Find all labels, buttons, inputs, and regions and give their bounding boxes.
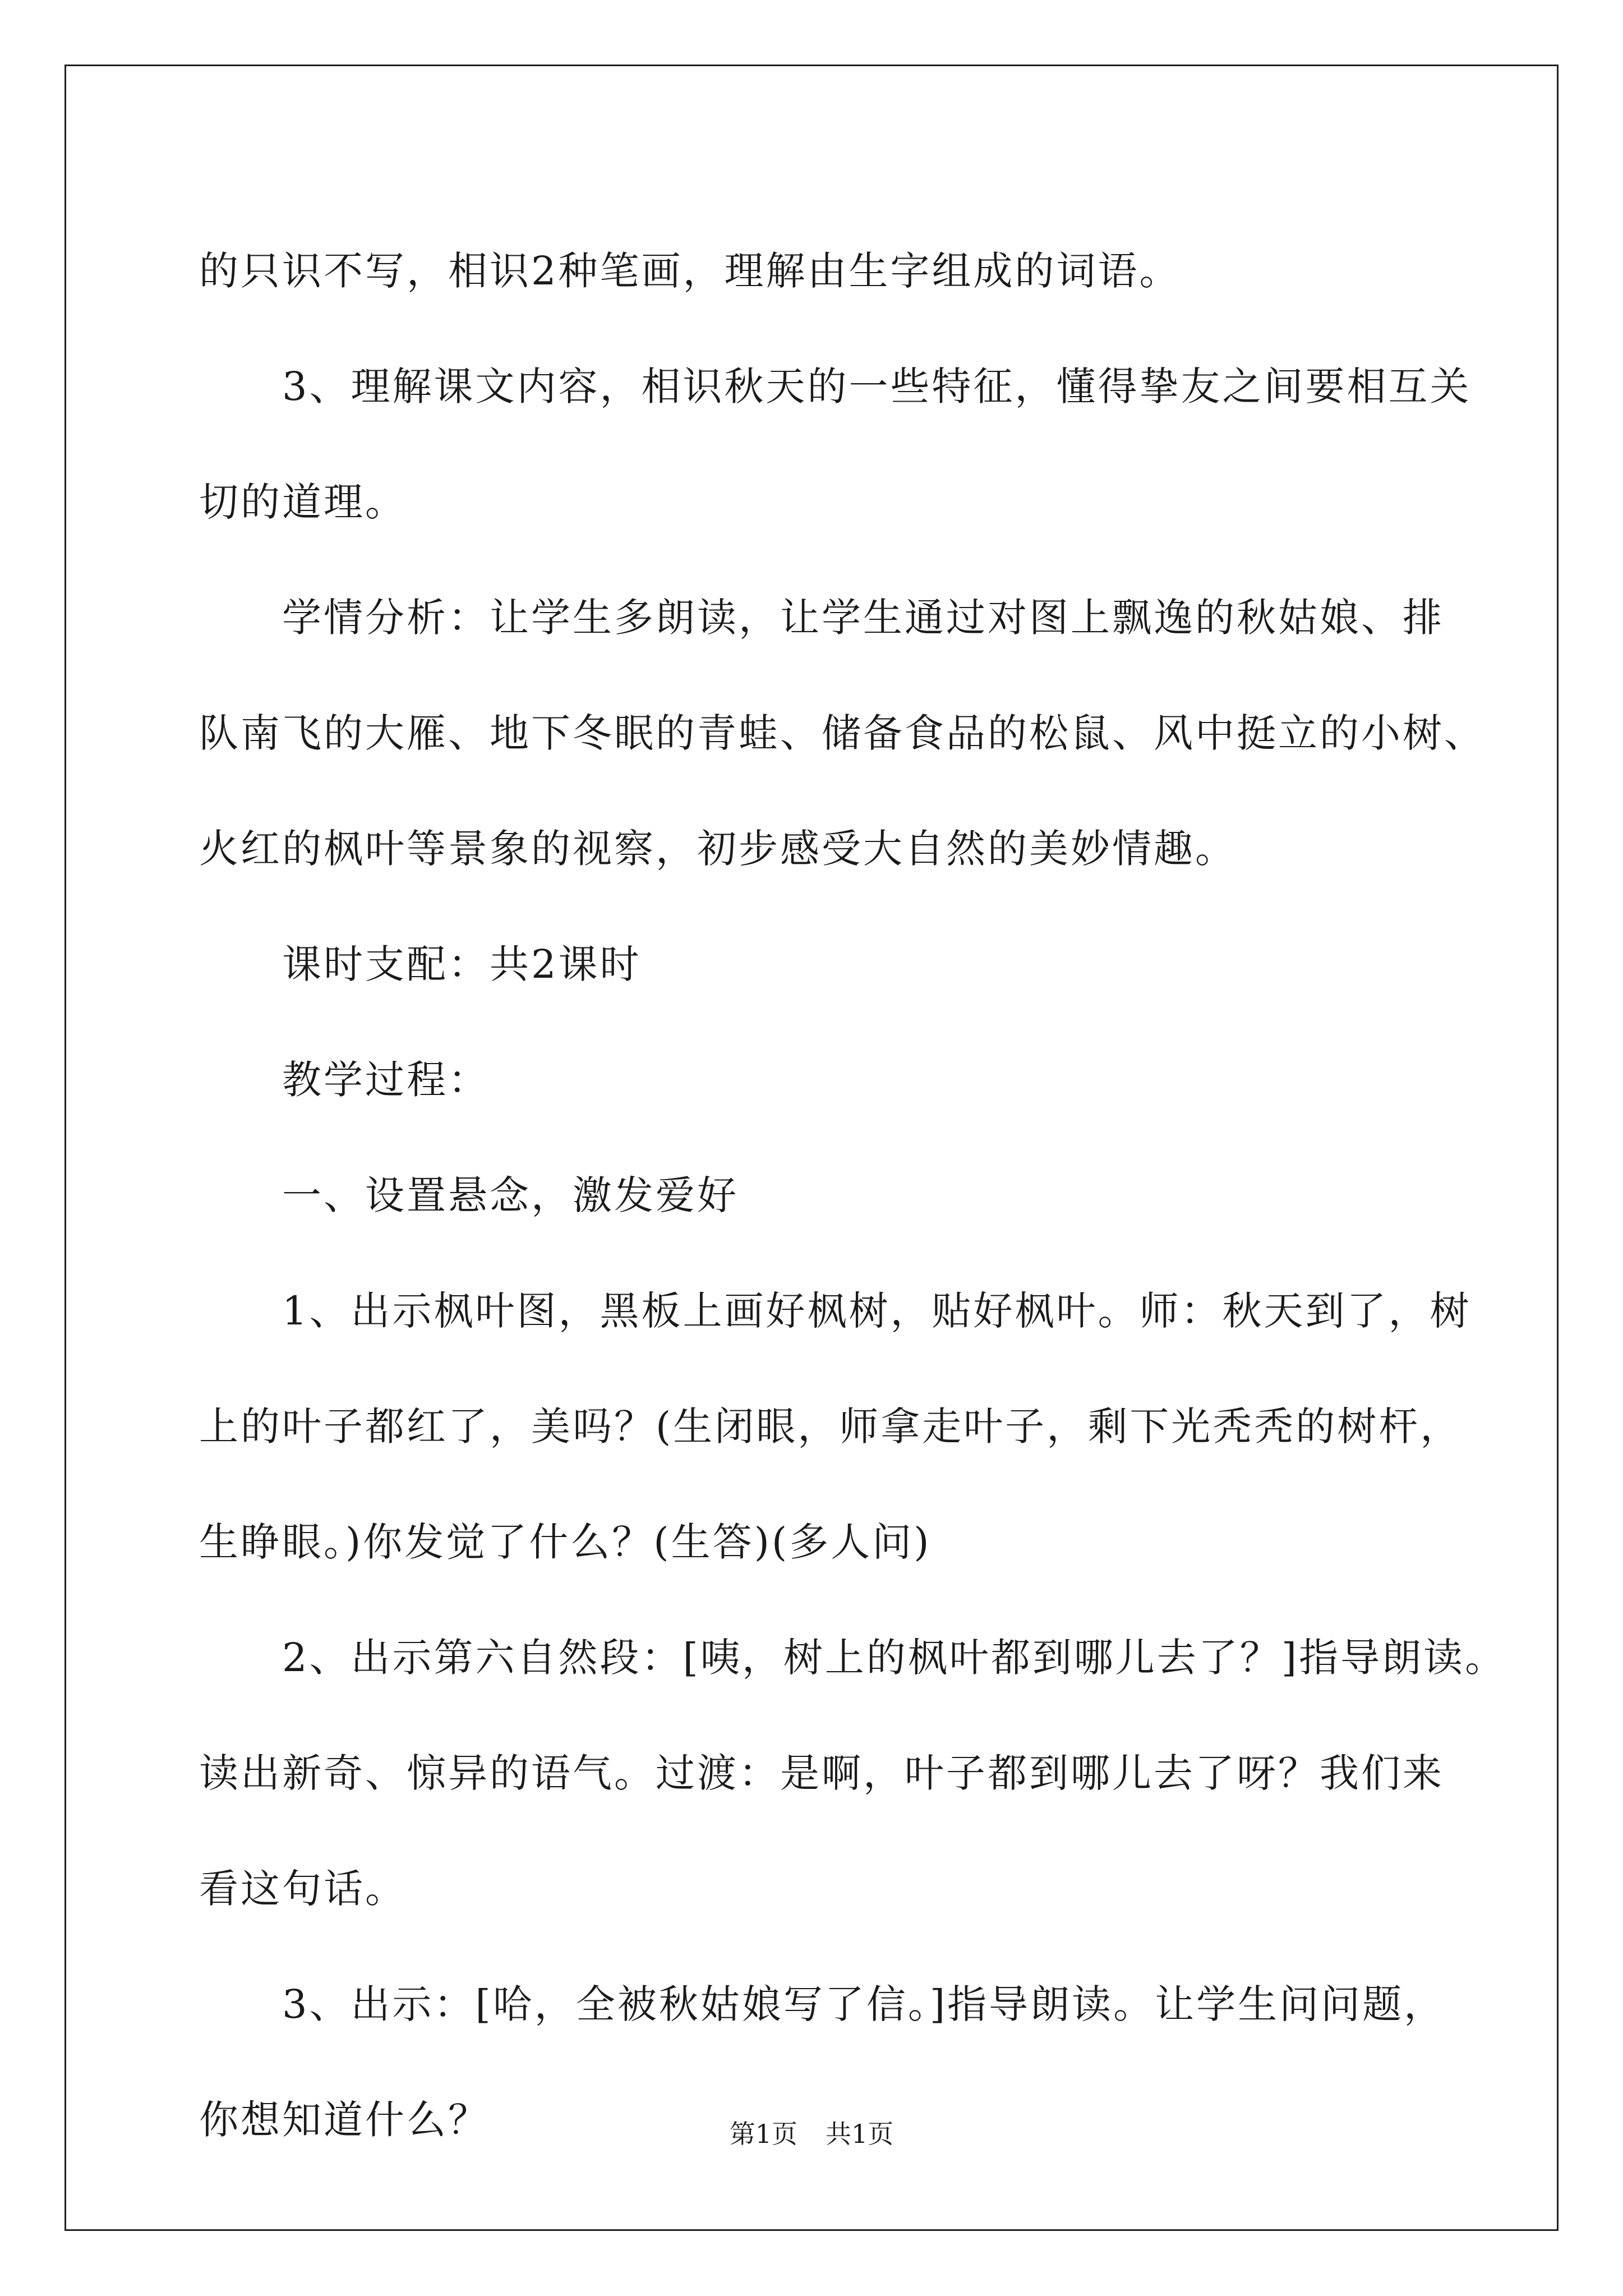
text-line: 2、出示第六自然段：[咦，树上的枫叶都到哪儿去了？]指导朗读。 [199, 1635, 1507, 1681]
text-line: 学情分析：让学生多朗读，让学生通过对图上飘逸的秋姑娘、排 [199, 595, 1444, 641]
text-line: 上的叶子都红了，美吗？(生闭眼，师拿走叶子，剩下光秃秃的树杆， [199, 1404, 1462, 1450]
text-line: 教学过程： [199, 1057, 490, 1103]
text-line: 读出新奇、惊异的语气。过渡：是啊，叶子都到哪儿去了呀？我们来 [199, 1750, 1444, 1796]
text-line: 你想知道什么？ [199, 2097, 490, 2143]
text-line: 的只识不写，相识2种笔画，理解由生字组成的词语。 [199, 248, 1181, 294]
text-line: 切的道理。 [199, 479, 407, 525]
text-line: 生睁眼。)你发觉了什么？(生答)(多人问) [199, 1519, 932, 1565]
text-line: 1、出示枫叶图，黑板上画好枫树，贴好枫叶。师：秋天到了，树 [199, 1288, 1472, 1334]
text-line: 看这句话。 [199, 1866, 407, 1912]
document-body [199, 213, 1507, 2178]
text-line: 火红的枫叶等景象的视察，初步感受大自然的美妙情趣。 [199, 826, 1237, 872]
page-total: 共1页 [826, 2119, 894, 2149]
text-line: 3、理解课文内容，相识秋天的一些特征，懂得挚友之间要相互关 [199, 364, 1472, 409]
text-line: 一、设置悬念，激发爱好 [199, 1172, 739, 1218]
page-number: 第1页 [729, 2119, 797, 2149]
page-footer [0, 2114, 1623, 2151]
text-line: 3、出示：[哈，全被秋姑娘写了信。]指导朗读。让学生问问题， [199, 1981, 1446, 2027]
text-line: 课时支配：共2课时 [199, 941, 642, 987]
text-line: 队南飞的大雁、地下冬眠的青蛙、储备食品的松鼠、风中挺立的小树、 [199, 710, 1486, 756]
